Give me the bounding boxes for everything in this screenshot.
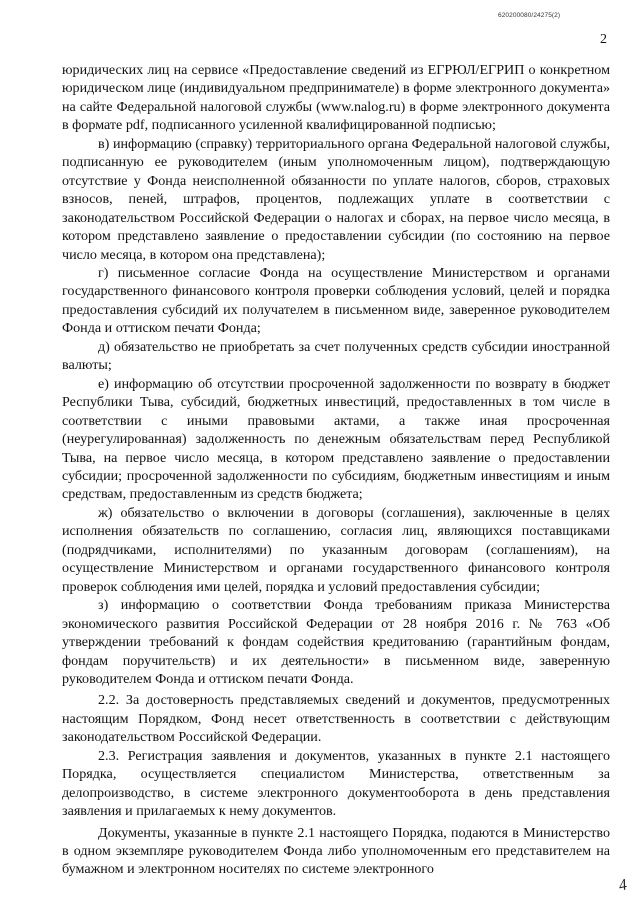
- paragraph-2-3: 2.3. Регистрация заявления и документов, указанных в пункте 2.1 настоящего Порядка, осуществляется специалистом Министерства, ответственным за делопроизводство, в системе электронного документооборота в день представления заявления и прилагаемых к нему документов.: [62, 747, 610, 820]
- document-body: [62, 61, 610, 879]
- paragraph-continuation: юридических лиц на сервисе «Предоставление сведений из ЕГРЮЛ/ЕГРИП о конкретном юридическом лице (индивидуальном предпринимателе) в форме электронного документа» на сайте Федеральной налоговой службы (www.nalog.ru) в форме электронного документа в формате pdf, подписанного усиленной квалифицированной подписью;: [62, 62, 610, 134]
- paragraph-item-e: е) информацию об отсутствии просроченной задолженности по возврату в бюджет Республики Тыва, субсидий, бюджетных инвестиций, предоставленных в том числе в соответствии с иными правовыми актами, а также иная просроченная (неурегулированная) задолженность по денежным обязательствам перед Республикой Тыва, на первое число месяца, в котором представлено заявление о предоставлении субсидии; просроченной задолженности по субсидиям, бюджетным инвестициям и иным средствам, предоставленным из средств бюджета;: [62, 375, 610, 503]
- paragraph-item-g: г) письменное согласие Фонда на осуществление Министерством и органами государственного финансового контроля проверки соблюдения условий, целей и порядка предоставления субсидий их получателем в письменном виде, заверенное руководителем Фонда и оттиском печати Фонда;: [62, 264, 610, 337]
- handwritten-corner-mark: 4: [617, 876, 629, 895]
- paragraph-item-v: в) информацию (справку) территориального органа Федеральной налоговой службы, подписанную ее руководителем (иным уполномоченным лицом), подтверждающую отсутствие у Фонда неисполненной обязанности по уплате налогов, сборов, страховых взносов, пеней, штрафов, процентов, подлежащих уплате в соответствии с законодательством Российской Федерации о налогах и сборах, на первое число месяца, в котором представлено заявление о предоставлении субсидии (по состоянию на первое число месяца, в котором она представлена);: [62, 135, 610, 263]
- paragraph-item-z: з) информацию о соответствии Фонда требованиям приказа Министерства экономического развития Российской Федерации от 28 ноября 2016 г. № 763 «Об утверждении требований к фондам содействия кредитованию (гарантийным фондам, фондам поручительств) и их деятельности» в письменном виде, заверенную руководителем Фонда и оттиском печати Фонда.: [62, 597, 610, 687]
- paragraph-item-zh: ж) обязательство о включении в договоры (соглашения), заключенные в целях исполнения обязательств по соглашению, согласия лиц, являющихся поставщиками (подрядчиками, исполнителями) по указанным договорам (соглашениям), на осуществление Министерством и органами государственного финансового контроля проверок соблюдения ими целей, порядка и условий предоставления субсидии;: [62, 504, 610, 595]
- page-number: 2: [600, 32, 607, 47]
- paragraph-2-2: 2.2. За достоверность представляемых сведений и документов, предусмотренных настоящим Порядком, Фонд несет ответственность в соответствии с действующим законодательством Российской Федерации.: [62, 692, 610, 746]
- paragraph-documents-submission: Документы, указанные в пункте 2.1 настоящего Порядка, подаются в Министерство в одном экземпляре руководителем Фонда либо уполномоченным его представителем на бумажном и электронном носителях по системе электронного: [62, 824, 610, 878]
- paragraph-item-d: д) обязательство не приобретать за счет полученных средств субсидии иностранной валюты;: [62, 338, 610, 374]
- document-id: 620200080/24275(2): [498, 12, 561, 19]
